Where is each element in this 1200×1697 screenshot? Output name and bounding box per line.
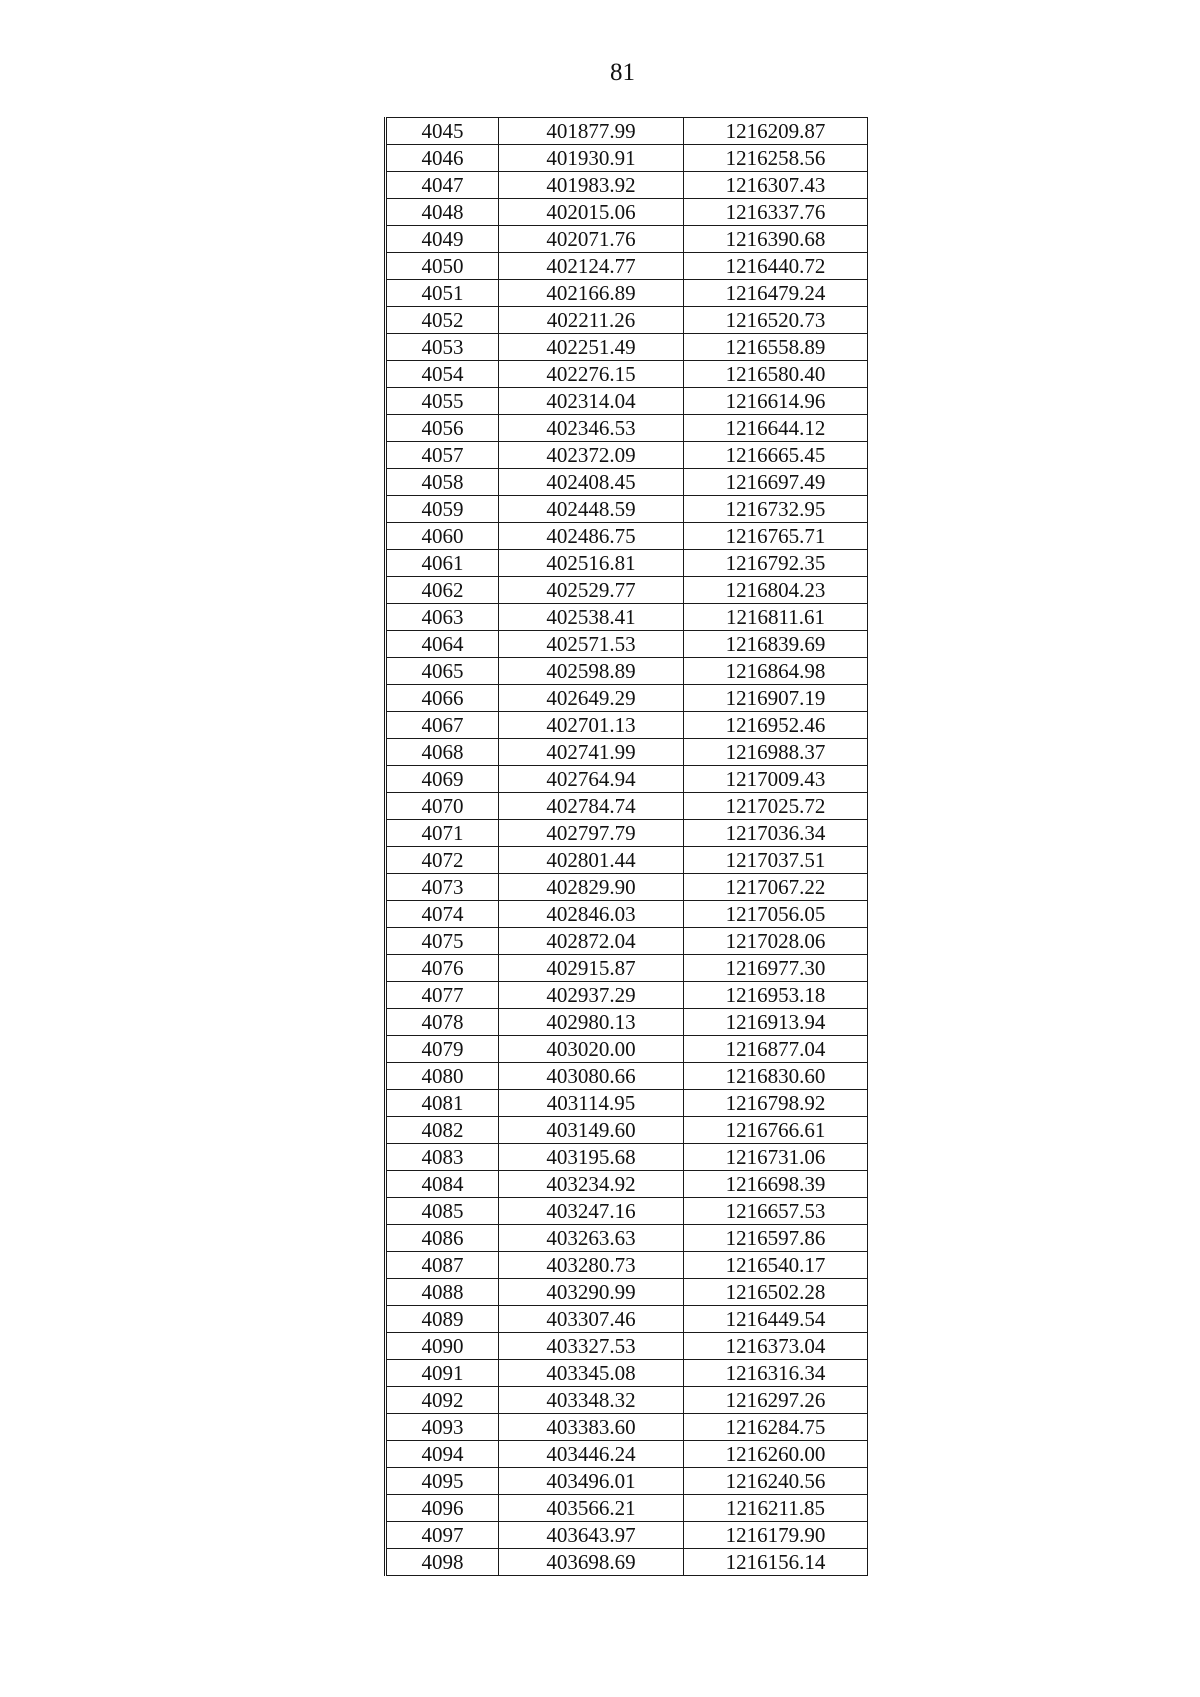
point-number-cell: 4068 (386, 739, 499, 766)
table-row (386, 442, 868, 469)
point-number-cell: 4080 (386, 1063, 499, 1090)
x-coordinate-cell: 402571.53 (499, 631, 684, 658)
y-coordinate-cell: 1216811.61 (684, 604, 868, 631)
point-number-cell: 4063 (386, 604, 499, 631)
point-number-cell: 4059 (386, 496, 499, 523)
y-coordinate-cell: 1216953.18 (684, 982, 868, 1009)
x-coordinate-cell: 403446.24 (499, 1441, 684, 1468)
point-number-cell: 4079 (386, 1036, 499, 1063)
y-coordinate-cell: 1216240.56 (684, 1468, 868, 1495)
y-coordinate-cell: 1216211.85 (684, 1495, 868, 1522)
y-coordinate-cell: 1216614.96 (684, 388, 868, 415)
point-number-cell: 4046 (386, 145, 499, 172)
table-row (386, 1279, 868, 1306)
y-coordinate-cell: 1216580.40 (684, 361, 868, 388)
y-coordinate-cell: 1216657.53 (684, 1198, 868, 1225)
table-row (386, 226, 868, 253)
table-row (386, 361, 868, 388)
y-coordinate-cell: 1216732.95 (684, 496, 868, 523)
x-coordinate-cell: 402251.49 (499, 334, 684, 361)
point-number-cell: 4047 (386, 172, 499, 199)
y-coordinate-cell: 1216373.04 (684, 1333, 868, 1360)
table-row (386, 982, 868, 1009)
point-number-cell: 4085 (386, 1198, 499, 1225)
coordinates-table-body (386, 118, 868, 1576)
point-number-cell: 4088 (386, 1279, 499, 1306)
point-number-cell: 4096 (386, 1495, 499, 1522)
table-row (386, 1387, 868, 1414)
x-coordinate-cell: 403247.16 (499, 1198, 684, 1225)
y-coordinate-cell: 1217037.51 (684, 847, 868, 874)
table-row (386, 820, 868, 847)
y-coordinate-cell: 1216337.76 (684, 199, 868, 226)
table-row (386, 874, 868, 901)
point-number-cell: 4070 (386, 793, 499, 820)
table-row (386, 1009, 868, 1036)
y-coordinate-cell: 1216260.00 (684, 1441, 868, 1468)
y-coordinate-cell: 1216839.69 (684, 631, 868, 658)
point-number-cell: 4050 (386, 253, 499, 280)
table-row (386, 145, 868, 172)
table-row (386, 901, 868, 928)
y-coordinate-cell: 1216284.75 (684, 1414, 868, 1441)
x-coordinate-cell: 403383.60 (499, 1414, 684, 1441)
table-row (386, 1198, 868, 1225)
x-coordinate-cell: 403263.63 (499, 1225, 684, 1252)
table-row (386, 766, 868, 793)
y-coordinate-cell: 1216179.90 (684, 1522, 868, 1549)
table-row (386, 550, 868, 577)
table-row (386, 712, 868, 739)
x-coordinate-cell: 403020.00 (499, 1036, 684, 1063)
y-coordinate-cell: 1217067.22 (684, 874, 868, 901)
y-coordinate-cell: 1216698.39 (684, 1171, 868, 1198)
table-row (386, 1225, 868, 1252)
point-number-cell: 4058 (386, 469, 499, 496)
x-coordinate-cell: 403280.73 (499, 1252, 684, 1279)
x-coordinate-cell: 402124.77 (499, 253, 684, 280)
table-row (386, 172, 868, 199)
point-number-cell: 4081 (386, 1090, 499, 1117)
y-coordinate-cell: 1216440.72 (684, 253, 868, 280)
y-coordinate-cell: 1217028.06 (684, 928, 868, 955)
table-row (386, 253, 868, 280)
x-coordinate-cell: 402797.79 (499, 820, 684, 847)
x-coordinate-cell: 402529.77 (499, 577, 684, 604)
x-coordinate-cell: 403307.46 (499, 1306, 684, 1333)
y-coordinate-cell: 1216913.94 (684, 1009, 868, 1036)
table-row (386, 1144, 868, 1171)
point-number-cell: 4052 (386, 307, 499, 334)
table-row (386, 928, 868, 955)
point-number-cell: 4054 (386, 361, 499, 388)
point-number-cell: 4062 (386, 577, 499, 604)
y-coordinate-cell: 1216449.54 (684, 1306, 868, 1333)
x-coordinate-cell: 402829.90 (499, 874, 684, 901)
table-row (386, 1441, 868, 1468)
point-number-cell: 4053 (386, 334, 499, 361)
y-coordinate-cell: 1216316.34 (684, 1360, 868, 1387)
point-number-cell: 4045 (386, 118, 499, 145)
point-number-cell: 4074 (386, 901, 499, 928)
table-row (386, 1306, 868, 1333)
point-number-cell: 4055 (386, 388, 499, 415)
x-coordinate-cell: 402937.29 (499, 982, 684, 1009)
x-coordinate-cell: 402166.89 (499, 280, 684, 307)
point-number-cell: 4089 (386, 1306, 499, 1333)
y-coordinate-cell: 1217036.34 (684, 820, 868, 847)
point-number-cell: 4075 (386, 928, 499, 955)
table-row (386, 118, 868, 145)
x-coordinate-cell: 402486.75 (499, 523, 684, 550)
x-coordinate-cell: 402872.04 (499, 928, 684, 955)
point-number-cell: 4095 (386, 1468, 499, 1495)
table-row (386, 307, 868, 334)
table-row (386, 1495, 868, 1522)
y-coordinate-cell: 1216644.12 (684, 415, 868, 442)
point-number-cell: 4084 (386, 1171, 499, 1198)
y-coordinate-cell: 1216766.61 (684, 1117, 868, 1144)
table-row (386, 1090, 868, 1117)
point-number-cell: 4072 (386, 847, 499, 874)
point-number-cell: 4093 (386, 1414, 499, 1441)
table-row (386, 658, 868, 685)
x-coordinate-cell: 402741.99 (499, 739, 684, 766)
table-row (386, 604, 868, 631)
x-coordinate-cell: 402211.26 (499, 307, 684, 334)
point-number-cell: 4069 (386, 766, 499, 793)
table-row (386, 415, 868, 442)
y-coordinate-cell: 1216864.98 (684, 658, 868, 685)
table-row (386, 1360, 868, 1387)
y-coordinate-cell: 1216697.49 (684, 469, 868, 496)
point-number-cell: 4065 (386, 658, 499, 685)
x-coordinate-cell: 402980.13 (499, 1009, 684, 1036)
point-number-cell: 4076 (386, 955, 499, 982)
point-number-cell: 4060 (386, 523, 499, 550)
x-coordinate-cell: 403566.21 (499, 1495, 684, 1522)
table-row (386, 793, 868, 820)
x-coordinate-cell: 403348.32 (499, 1387, 684, 1414)
x-coordinate-cell: 403643.97 (499, 1522, 684, 1549)
table-row (386, 1252, 868, 1279)
point-number-cell: 4051 (386, 280, 499, 307)
y-coordinate-cell: 1216665.45 (684, 442, 868, 469)
point-number-cell: 4082 (386, 1117, 499, 1144)
point-number-cell: 4092 (386, 1387, 499, 1414)
table-row (386, 1117, 868, 1144)
point-number-cell: 4064 (386, 631, 499, 658)
y-coordinate-cell: 1216258.56 (684, 145, 868, 172)
x-coordinate-cell: 402764.94 (499, 766, 684, 793)
x-coordinate-cell: 403114.95 (499, 1090, 684, 1117)
x-coordinate-cell: 401930.91 (499, 145, 684, 172)
y-coordinate-cell: 1216765.71 (684, 523, 868, 550)
y-coordinate-cell: 1216798.92 (684, 1090, 868, 1117)
table-row (386, 469, 868, 496)
x-coordinate-cell: 402516.81 (499, 550, 684, 577)
x-coordinate-cell: 402649.29 (499, 685, 684, 712)
y-coordinate-cell: 1216792.35 (684, 550, 868, 577)
y-coordinate-cell: 1216479.24 (684, 280, 868, 307)
y-coordinate-cell: 1216977.30 (684, 955, 868, 982)
x-coordinate-cell: 402598.89 (499, 658, 684, 685)
table-row (386, 1522, 868, 1549)
y-coordinate-cell: 1216804.23 (684, 577, 868, 604)
x-coordinate-cell: 403234.92 (499, 1171, 684, 1198)
x-coordinate-cell: 402372.09 (499, 442, 684, 469)
y-coordinate-cell: 1216307.43 (684, 172, 868, 199)
x-coordinate-cell: 403698.69 (499, 1549, 684, 1576)
coordinates-table (384, 117, 868, 1576)
y-coordinate-cell: 1216156.14 (684, 1549, 868, 1576)
table-row (386, 739, 868, 766)
table-row (386, 631, 868, 658)
point-number-cell: 4073 (386, 874, 499, 901)
table-row (386, 1171, 868, 1198)
table-row (386, 523, 868, 550)
x-coordinate-cell: 403290.99 (499, 1279, 684, 1306)
x-coordinate-cell: 403149.60 (499, 1117, 684, 1144)
point-number-cell: 4048 (386, 199, 499, 226)
point-number-cell: 4071 (386, 820, 499, 847)
x-coordinate-cell: 402408.45 (499, 469, 684, 496)
point-number-cell: 4049 (386, 226, 499, 253)
point-number-cell: 4067 (386, 712, 499, 739)
y-coordinate-cell: 1216390.68 (684, 226, 868, 253)
y-coordinate-cell: 1216297.26 (684, 1387, 868, 1414)
y-coordinate-cell: 1216502.28 (684, 1279, 868, 1306)
page-number: 81 (610, 59, 635, 86)
y-coordinate-cell: 1216558.89 (684, 334, 868, 361)
x-coordinate-cell: 402784.74 (499, 793, 684, 820)
y-coordinate-cell: 1216520.73 (684, 307, 868, 334)
x-coordinate-cell: 401983.92 (499, 172, 684, 199)
point-number-cell: 4097 (386, 1522, 499, 1549)
point-number-cell: 4056 (386, 415, 499, 442)
point-number-cell: 4090 (386, 1333, 499, 1360)
y-coordinate-cell: 1216597.86 (684, 1225, 868, 1252)
x-coordinate-cell: 402701.13 (499, 712, 684, 739)
x-coordinate-cell: 402346.53 (499, 415, 684, 442)
x-coordinate-cell: 402314.04 (499, 388, 684, 415)
table-row (386, 1036, 868, 1063)
y-coordinate-cell: 1216731.06 (684, 1144, 868, 1171)
y-coordinate-cell: 1216830.60 (684, 1063, 868, 1090)
point-number-cell: 4086 (386, 1225, 499, 1252)
x-coordinate-cell: 402846.03 (499, 901, 684, 928)
table-row (386, 1549, 868, 1576)
table-row (386, 1333, 868, 1360)
table-row (386, 280, 868, 307)
x-coordinate-cell: 402448.59 (499, 496, 684, 523)
table-row (386, 388, 868, 415)
x-coordinate-cell: 402015.06 (499, 199, 684, 226)
y-coordinate-cell: 1217056.05 (684, 901, 868, 928)
x-coordinate-cell: 403327.53 (499, 1333, 684, 1360)
table-row (386, 334, 868, 361)
point-number-cell: 4066 (386, 685, 499, 712)
x-coordinate-cell: 403496.01 (499, 1468, 684, 1495)
y-coordinate-cell: 1216952.46 (684, 712, 868, 739)
point-number-cell: 4091 (386, 1360, 499, 1387)
x-coordinate-cell: 402276.15 (499, 361, 684, 388)
x-coordinate-cell: 403195.68 (499, 1144, 684, 1171)
point-number-cell: 4087 (386, 1252, 499, 1279)
y-coordinate-cell: 1217009.43 (684, 766, 868, 793)
table-row (386, 199, 868, 226)
table-row (386, 1468, 868, 1495)
point-number-cell: 4078 (386, 1009, 499, 1036)
table-row (386, 577, 868, 604)
y-coordinate-cell: 1217025.72 (684, 793, 868, 820)
table-row (386, 1414, 868, 1441)
y-coordinate-cell: 1216540.17 (684, 1252, 868, 1279)
y-coordinate-cell: 1216988.37 (684, 739, 868, 766)
y-coordinate-cell: 1216907.19 (684, 685, 868, 712)
x-coordinate-cell: 403345.08 (499, 1360, 684, 1387)
y-coordinate-cell: 1216877.04 (684, 1036, 868, 1063)
table-row (386, 685, 868, 712)
x-coordinate-cell: 402538.41 (499, 604, 684, 631)
point-number-cell: 4057 (386, 442, 499, 469)
table-row (386, 1063, 868, 1090)
x-coordinate-cell: 402071.76 (499, 226, 684, 253)
point-number-cell: 4077 (386, 982, 499, 1009)
x-coordinate-cell: 402915.87 (499, 955, 684, 982)
x-coordinate-cell: 402801.44 (499, 847, 684, 874)
point-number-cell: 4098 (386, 1549, 499, 1576)
point-number-cell: 4061 (386, 550, 499, 577)
table-row (386, 847, 868, 874)
table-row (386, 496, 868, 523)
table-row (386, 955, 868, 982)
x-coordinate-cell: 401877.99 (499, 118, 684, 145)
point-number-cell: 4083 (386, 1144, 499, 1171)
y-coordinate-cell: 1216209.87 (684, 118, 868, 145)
point-number-cell: 4094 (386, 1441, 499, 1468)
x-coordinate-cell: 403080.66 (499, 1063, 684, 1090)
